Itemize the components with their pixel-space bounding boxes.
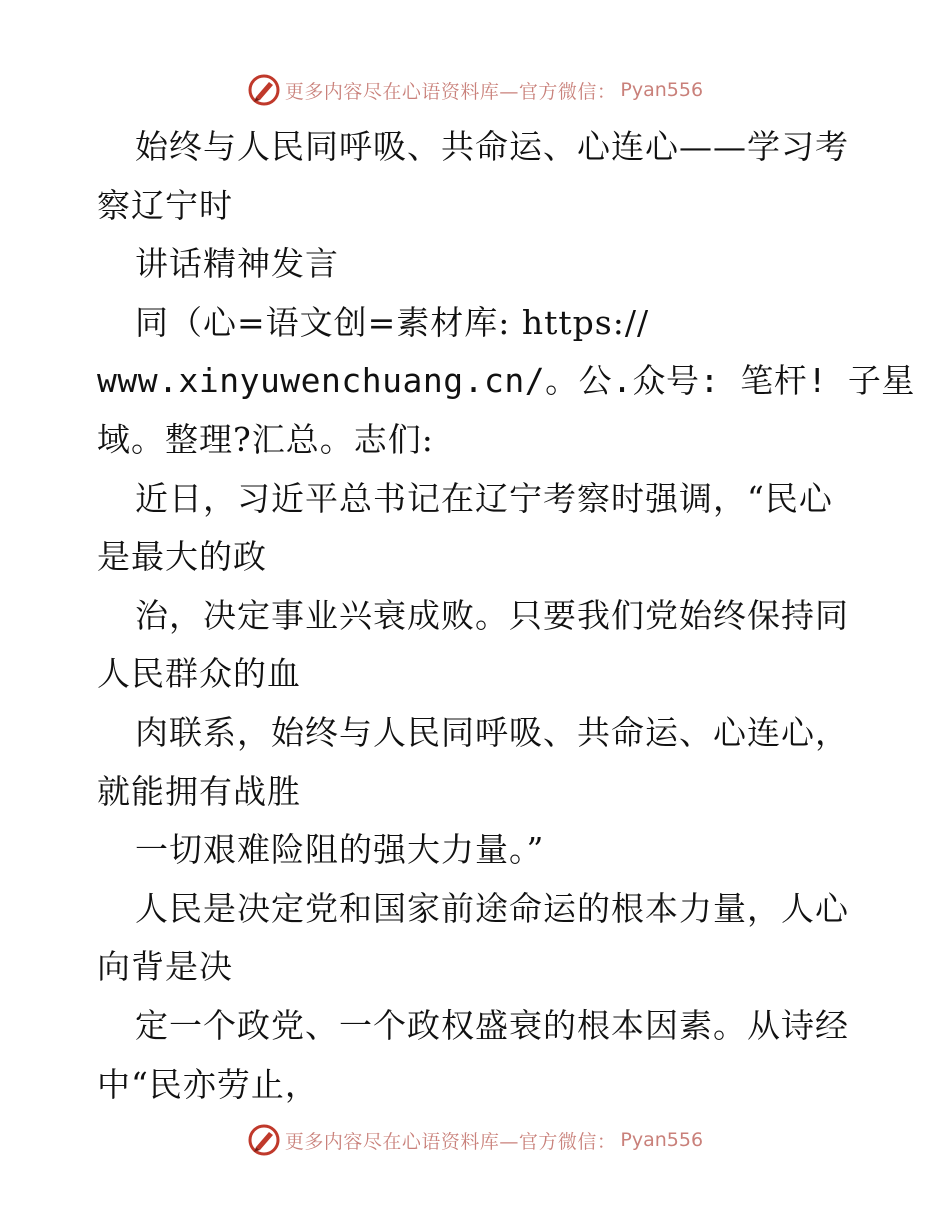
text-line: 人民群众的血 <box>97 654 301 694</box>
text-line: 向背是决 <box>97 947 233 987</box>
watermark-id: Pyan556 <box>620 79 704 101</box>
text-line: 一切艰难险阻的强大力量。” <box>135 830 545 870</box>
text-line: 始终与人民同呼吸、共命运、心连心——学习考 <box>135 127 849 166</box>
text-line: 同（心=语文创=素材库: https:// <box>135 302 650 342</box>
watermark-text: 更多内容尽在心语资料库—官方微信： <box>284 1130 617 1153</box>
text-line: 治，决定事业兴衰成败。只要我们党始终保持同 <box>135 595 849 635</box>
watermark-text: 更多内容尽在心语资料库—官方微信： <box>284 80 617 103</box>
text-line: 察辽宁时 <box>97 185 233 225</box>
text-line: 中“民亦劳止， <box>97 1064 319 1104</box>
text-line: 近日，习近平总书记在辽宁考察时强调，“民心 <box>135 478 833 518</box>
text-line: 定一个政党、一个政权盛衰的根本因素。从诗经 <box>135 1005 849 1045</box>
pen-logo-icon <box>247 73 281 107</box>
pen-logo-icon <box>247 1123 281 1157</box>
text-line: 就能拥有战胜 <box>97 771 301 811</box>
text-line: 域。整理?汇总。志们: <box>97 419 434 459</box>
watermark-id: Pyan556 <box>620 1129 704 1151</box>
text-line: www.xinyuwenchuang.cn/。公.众号: 笔杆! 子星 <box>97 361 915 401</box>
text-line: 人民是决定党和国家前途命运的根本力量，人心 <box>135 888 849 928</box>
footer-watermark <box>0 1120 950 1160</box>
header-watermark <box>0 70 950 110</box>
text-line: 肉联系，始终与人民同呼吸、共命运、心连心， <box>135 712 849 752</box>
text-line: 讲话精神发言 <box>135 244 339 284</box>
document-body <box>97 118 915 1114</box>
text-line: 是最大的政 <box>97 537 267 577</box>
